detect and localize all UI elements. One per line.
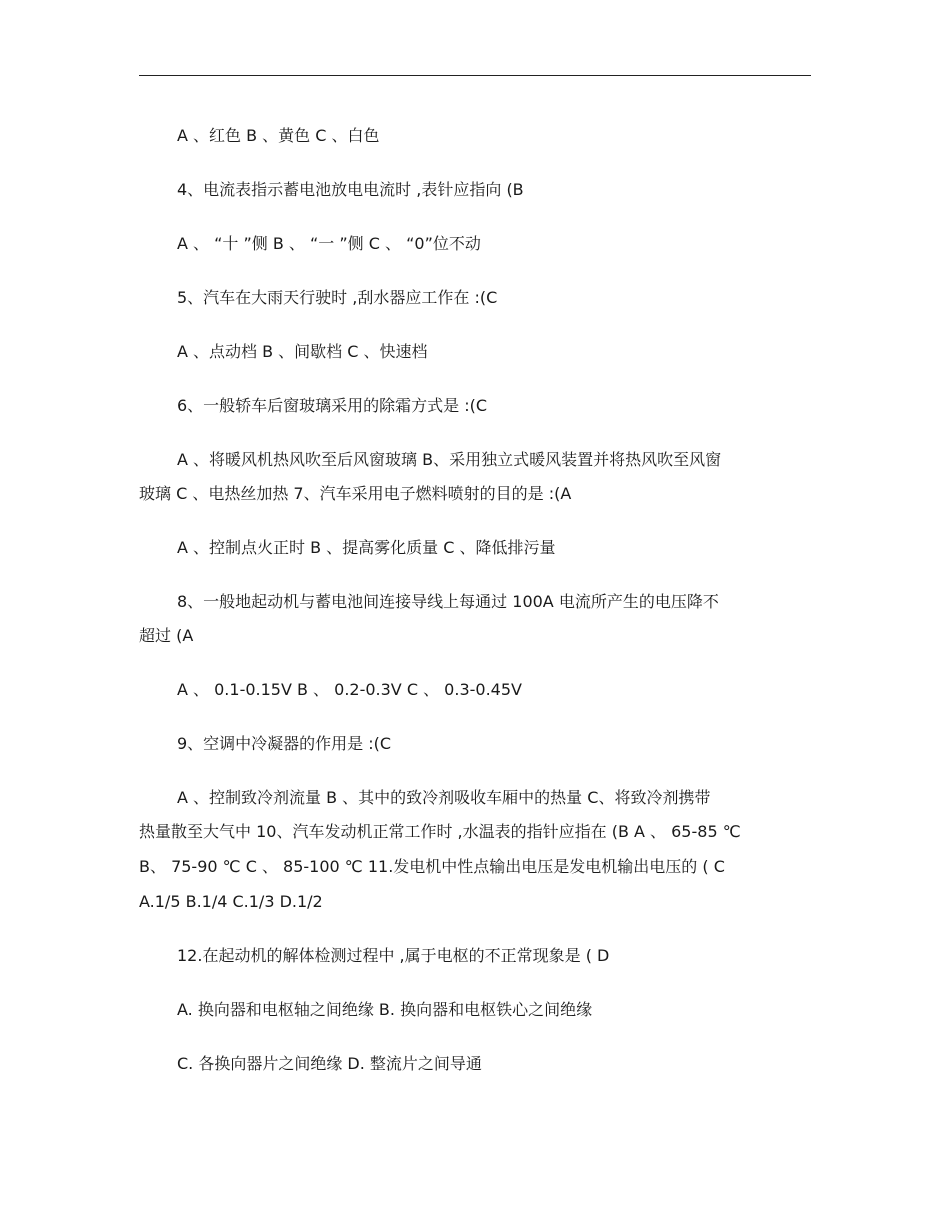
text-line: 6、一般轿车后窗玻璃采用的除霜方式是 :(C <box>177 396 488 415</box>
header-rule <box>139 75 811 76</box>
text-line: A 、控制致冷剂流量 B 、其中的致冷剂吸收车厢中的热量 C、将致冷剂携带 <box>177 788 711 807</box>
text-line: B、 75-90 ℃ C 、 85-100 ℃ 11.发电机中性点输出电压是发电机输出电压的 ( C <box>139 857 725 876</box>
text-line: A.1/5 B.1/4 C.1/3 D.1/2 <box>139 892 323 911</box>
text-line: A 、将暖风机热风吹至后风窗玻璃 B、采用独立式暖风装置并将热风吹至风窗 <box>177 450 722 469</box>
text-line: 玻璃 C 、电热丝加热 7、汽车采用电子燃料喷射的目的是 :(A <box>139 484 572 503</box>
text-line: A 、控制点火正时 B 、提高雾化质量 C 、降低排污量 <box>177 538 556 557</box>
text-line: 4、电流表指示蓄电池放电电流时 ,表针应指向 (B <box>177 180 524 199</box>
text-line: C. 各换向器片之间绝缘 D. 整流片之间导通 <box>177 1054 482 1073</box>
text-line: 热量散至大气中 10、汽车发动机正常工作时 ,水温表的指针应指在 (B A 、 65-85 ℃ <box>139 822 741 841</box>
text-line: A 、点动档 B 、间歇档 C 、快速档 <box>177 342 428 361</box>
text-line: 12.在起动机的解体检测过程中 ,属于电枢的不正常现象是 ( D <box>177 946 610 965</box>
text-line: A 、红色 B 、黄色 C 、白色 <box>177 126 380 145</box>
text-line: 超过 (A <box>139 626 194 645</box>
text-line: A 、 0.1-0.15V B 、 0.2-0.3V C 、 0.3-0.45V <box>177 680 522 699</box>
text-line: A. 换向器和电枢轴之间绝缘 B. 换向器和电枢铁心之间绝缘 <box>177 1000 593 1019</box>
text-line: 9、空调中冷凝器的作用是 :(C <box>177 734 392 753</box>
text-line: 5、汽车在大雨天行驶时 ,刮水器应工作在 :(C <box>177 288 498 307</box>
text-line: A 、 “十 ”侧 B 、 “一 ”侧 C 、 “0”位不动 <box>177 234 481 253</box>
text-line: 8、一般地起动机与蓄电池间连接导线上每通过 100A 电流所产生的电压降不 <box>177 592 719 611</box>
